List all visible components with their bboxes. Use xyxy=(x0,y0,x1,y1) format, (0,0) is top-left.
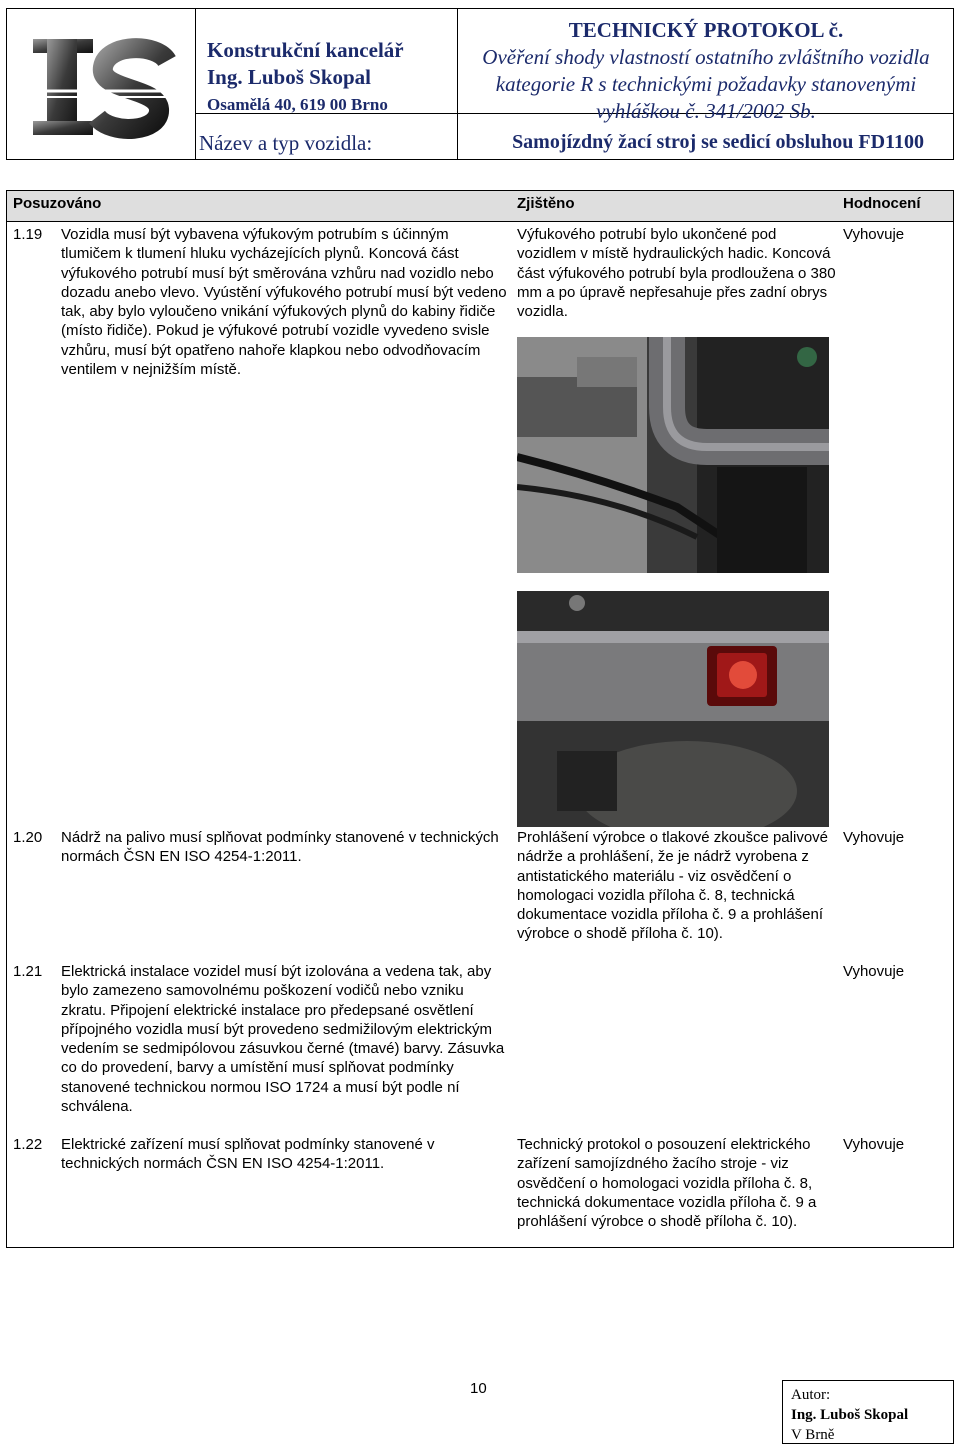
assessment-table xyxy=(6,190,954,1248)
author-name: Ing. Luboš Skopal xyxy=(791,1407,909,1423)
protocol-title-block xyxy=(461,17,951,125)
company-address: Osamělá 40, 619 00 Brno xyxy=(207,95,388,114)
row-number: 1.22 xyxy=(13,1136,43,1153)
company-logo xyxy=(7,9,197,159)
row-number: 1.21 xyxy=(13,963,43,980)
document-header xyxy=(6,8,954,160)
header-assessed: Posuzováno xyxy=(13,195,102,212)
table-header-row xyxy=(7,191,953,222)
protocol-subtitle-3: vyhláškou č. 341/2002 Sb. xyxy=(596,99,816,123)
row-requirement: Nádrž na palivo musí splňovat podmínky stanovené v technických normách ČSN EN ISO 4254-1:2011. xyxy=(61,829,499,866)
protocol-subtitle-1: Ověření shody vlastností ostatního zvláštního vozidla xyxy=(482,45,930,69)
company-block xyxy=(207,37,457,118)
photo-exhaust-pipe xyxy=(517,337,829,573)
company-owner: Ing. Luboš Skopal xyxy=(207,65,372,89)
vehicle-name: Samojízdný žací stroj se sedicí obsluhou FD1100 xyxy=(512,131,924,153)
author-label: Autor: xyxy=(791,1387,831,1403)
row-evaluation: Vyhovuje xyxy=(843,829,905,846)
protocol-title: TECHNICKÝ PROTOKOL č. xyxy=(568,18,844,42)
row-number: 1.19 xyxy=(13,226,43,243)
row-finding: Technický protokol o posouzení elektrického zařízení samojízdného žacího stroje - viz osvědčení o homologaci vozidla příloha č. 8, technická dokumentace vozidla příloha č. 9 a prohlášení výrobce o shodě příloha č. 10). xyxy=(517,1136,817,1231)
row-requirement: Elektrická instalace vozidel musí být izolována a vedena tak, aby bylo zamezeno samovolnému poškození vodičů nebo vzniku zkratu. Připojení elektrické instalace pro předepsané osvětlení přípojného vozidla musí být provedeno sedmižilovým elektrickým vedením se sedmipólovou zásuvkou černé (tmavé) barvy. Zásuvka co do provedení, barvy a umístění musí splňovat podmínky stanovené technickou normou ISO 1724 a musí být podle ní schválena. xyxy=(61,963,505,1116)
author-city: V Brně xyxy=(791,1427,835,1443)
row-evaluation: Vyhovuje xyxy=(843,226,905,243)
vehicle-label: Název a typ vozidla: xyxy=(199,131,373,155)
author-box xyxy=(782,1380,954,1444)
row-requirement: Elektrické zařízení musí splňovat podmínky stanovené v technických normách ČSN EN ISO 4254-1:2011. xyxy=(61,1136,435,1173)
row-evaluation: Vyhovuje xyxy=(843,963,905,980)
company-name: Konstrukční kancelář xyxy=(207,38,404,62)
row-evaluation: Vyhovuje xyxy=(843,1136,905,1153)
page-number: 10 xyxy=(470,1380,487,1397)
row-finding: Výfukového potrubí bylo ukončené pod vozidlem v místě hydraulických hadic. Koncová část výfukového potrubí byla prodloužena o 380 mm a po úpravě nepřesahuje přes zadní obrys vozidla. xyxy=(517,226,836,321)
row-requirement: Vozidla musí být vybavena výfukovým potrubím s účinným tlumičem k tlumení hluku vycházejících plynů. Koncová část výfukového potrubí musí být směrována vzhůru nad vozidlo nebo dozadu anebo vlevo. Vyústění výfukového potrubí musí být vedeno tak, aby bylo vyloučeno vnikání výfukových plynů do kabiny řidiče (místo řidiče). Pokud je výfukové potrubí vozidle vyvedeno svisle vzhůru, musí být opatřeno nahoře klapkou nebo odvodňovacím ventilem v nejnižším místě. xyxy=(61,226,507,379)
header-evaluation: Hodnocení xyxy=(843,195,921,212)
header-found: Zjištěno xyxy=(517,195,575,212)
protocol-subtitle-2: kategorie R s technickými požadavky stanovenými xyxy=(495,72,917,96)
photo-rear-light xyxy=(517,591,829,827)
row-number: 1.20 xyxy=(13,829,43,846)
row-finding: Prohlášení výrobce o tlakové zkoušce palivové nádrže a prohlášení, že je nádrž vyrobena z antistatického materiálu - viz osvědčení o homologaci vozidla příloha č. 8, technická dokumentace vozidla příloha č. 9 a prohlášení výrobce o shodě příloha č. 10). xyxy=(517,829,829,943)
